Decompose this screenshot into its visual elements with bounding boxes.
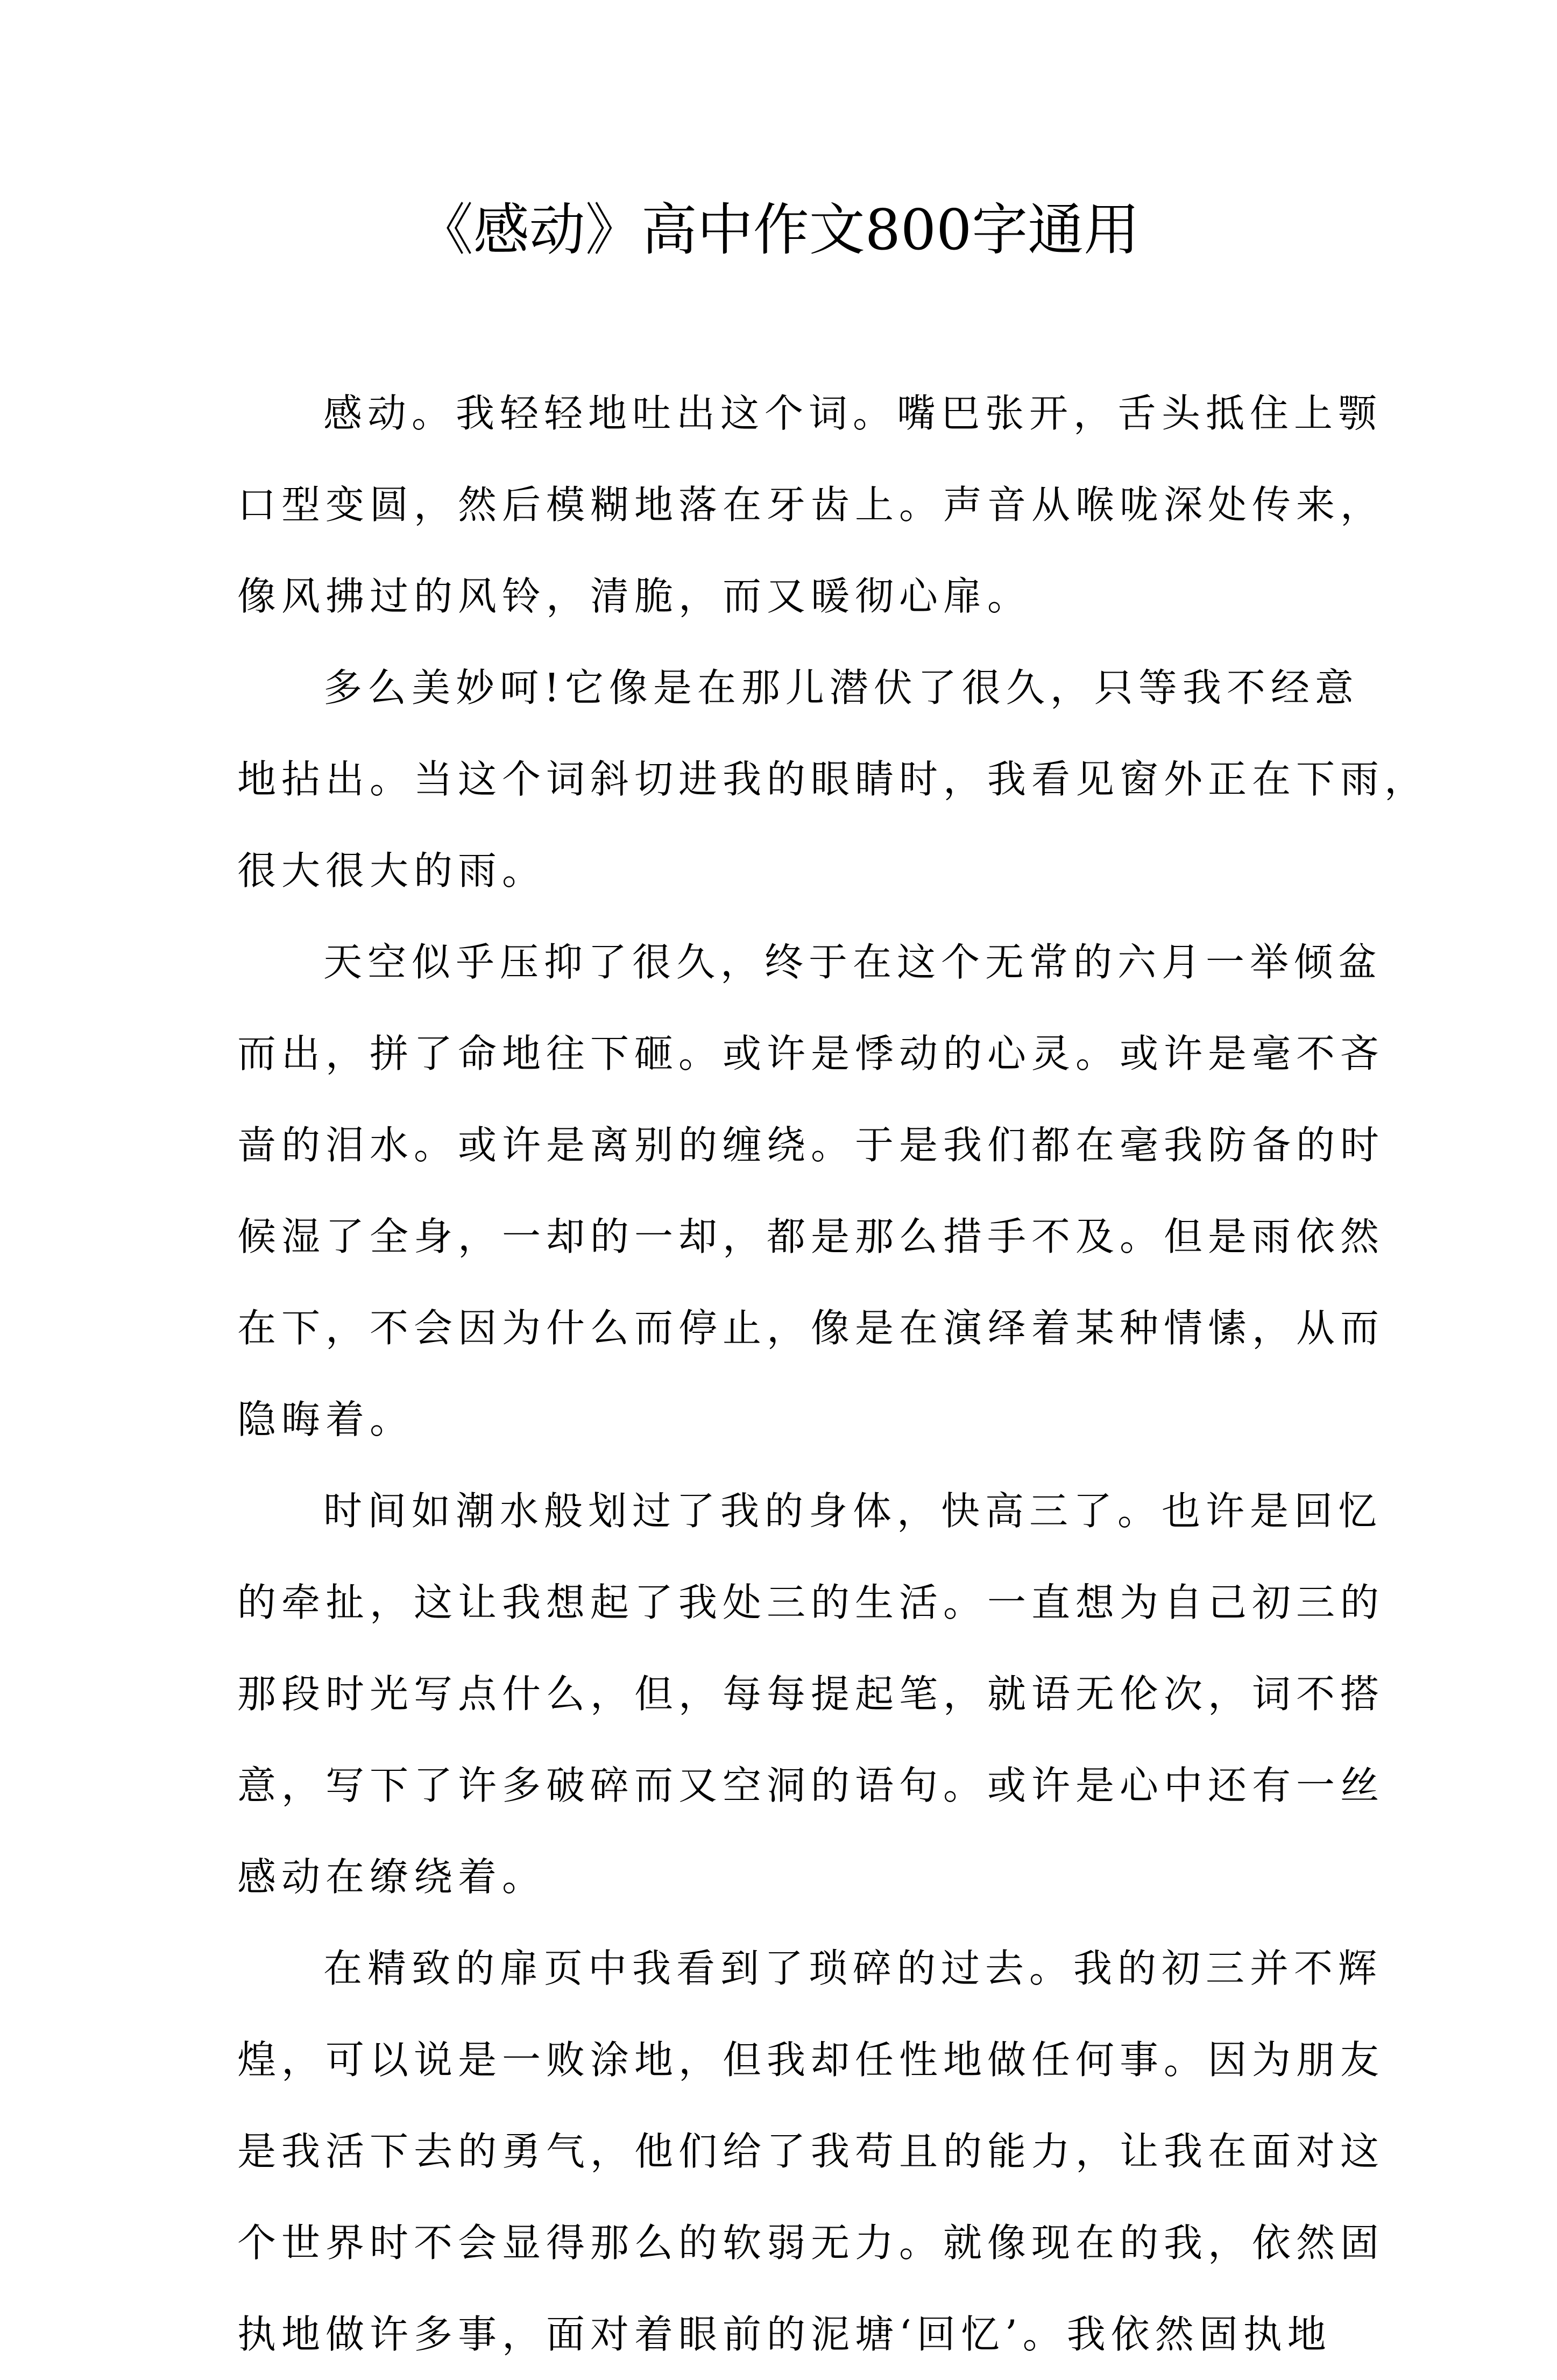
paragraph-line: 很大很大的雨。 (237, 848, 547, 893)
paragraph-line: 而出，拼了命地往下砸。或许是悸动的心灵。或许是毫不吝 (237, 1031, 1385, 1076)
paragraph-line: 意，写下了许多破碎而又空洞的语句。或许是心中还有一丝 (237, 1763, 1385, 1808)
paragraph-line: 煌，可以说是一败涂地，但我却任性地做任何事。因为朋友 (237, 2037, 1385, 2082)
paragraph-line: 隐晦着。 (237, 1397, 414, 1442)
paragraph-line: 在下，不会因为什么而停止，像是在演绎着某种情愫，从而 (237, 1305, 1385, 1351)
paragraph-line: 个世界时不会显得那么的软弱无力。就像现在的我，依然固 (237, 2220, 1385, 2265)
paragraph-line: 执地做许多事，面对着眼前的泥塘‘回忆’。我依然固执地 (237, 2312, 1332, 2357)
document-title: 《感动》高中作文800字通用 (417, 197, 1140, 263)
paragraph-line: 在精致的扉页中我看到了琐碎的过去。我的初三并不辉 (323, 1946, 1383, 1991)
paragraph-line: 的牵扯，这让我想起了我处三的生活。一直想为自己初三的 (237, 1580, 1385, 1625)
paragraph-line: 像风拂过的风铃，清脆，而又暖彻心扉。 (237, 574, 1032, 619)
paragraph-line: 感动。我轻轻地吐出这个词。嘴巴张开，舌头抵住上颚 (323, 391, 1383, 436)
paragraph-line: 多么美妙呵!它像是在那儿潜伏了很久，只等我不经意 (323, 665, 1359, 710)
paragraph-line: 地拈出。当这个词斜切进我的眼睛时，我看见窗外正在下雨， (237, 757, 1429, 802)
paragraph-line: 啬的泪水。或许是离别的缠绕。于是我们都在毫我防备的时 (237, 1122, 1385, 1168)
paragraph-line: 那段时光写点什么，但，每每提起笔，就语无伦次，词不搭 (237, 1671, 1385, 1717)
paragraph-line: 口型变圆，然后模糊地落在牙齿上。声音从喉咙深处传来， (237, 482, 1385, 527)
paragraph-line: 是我活下去的勇气，他们给了我苟且的能力，让我在面对这 (237, 2129, 1385, 2174)
paragraph-line: 天空似乎压抑了很久，终于在这个无常的六月一举倾盆 (323, 940, 1383, 985)
paragraph-line: 候湿了全身，一却的一却，都是那么措手不及。但是雨依然 (237, 1214, 1385, 1259)
document-body (237, 368, 1429, 2380)
paragraph-line: 时间如潮水般划过了我的身体，快高三了。也许是回忆 (323, 1488, 1383, 1534)
paragraph-line: 感动在缭绕着。 (237, 1854, 547, 1899)
